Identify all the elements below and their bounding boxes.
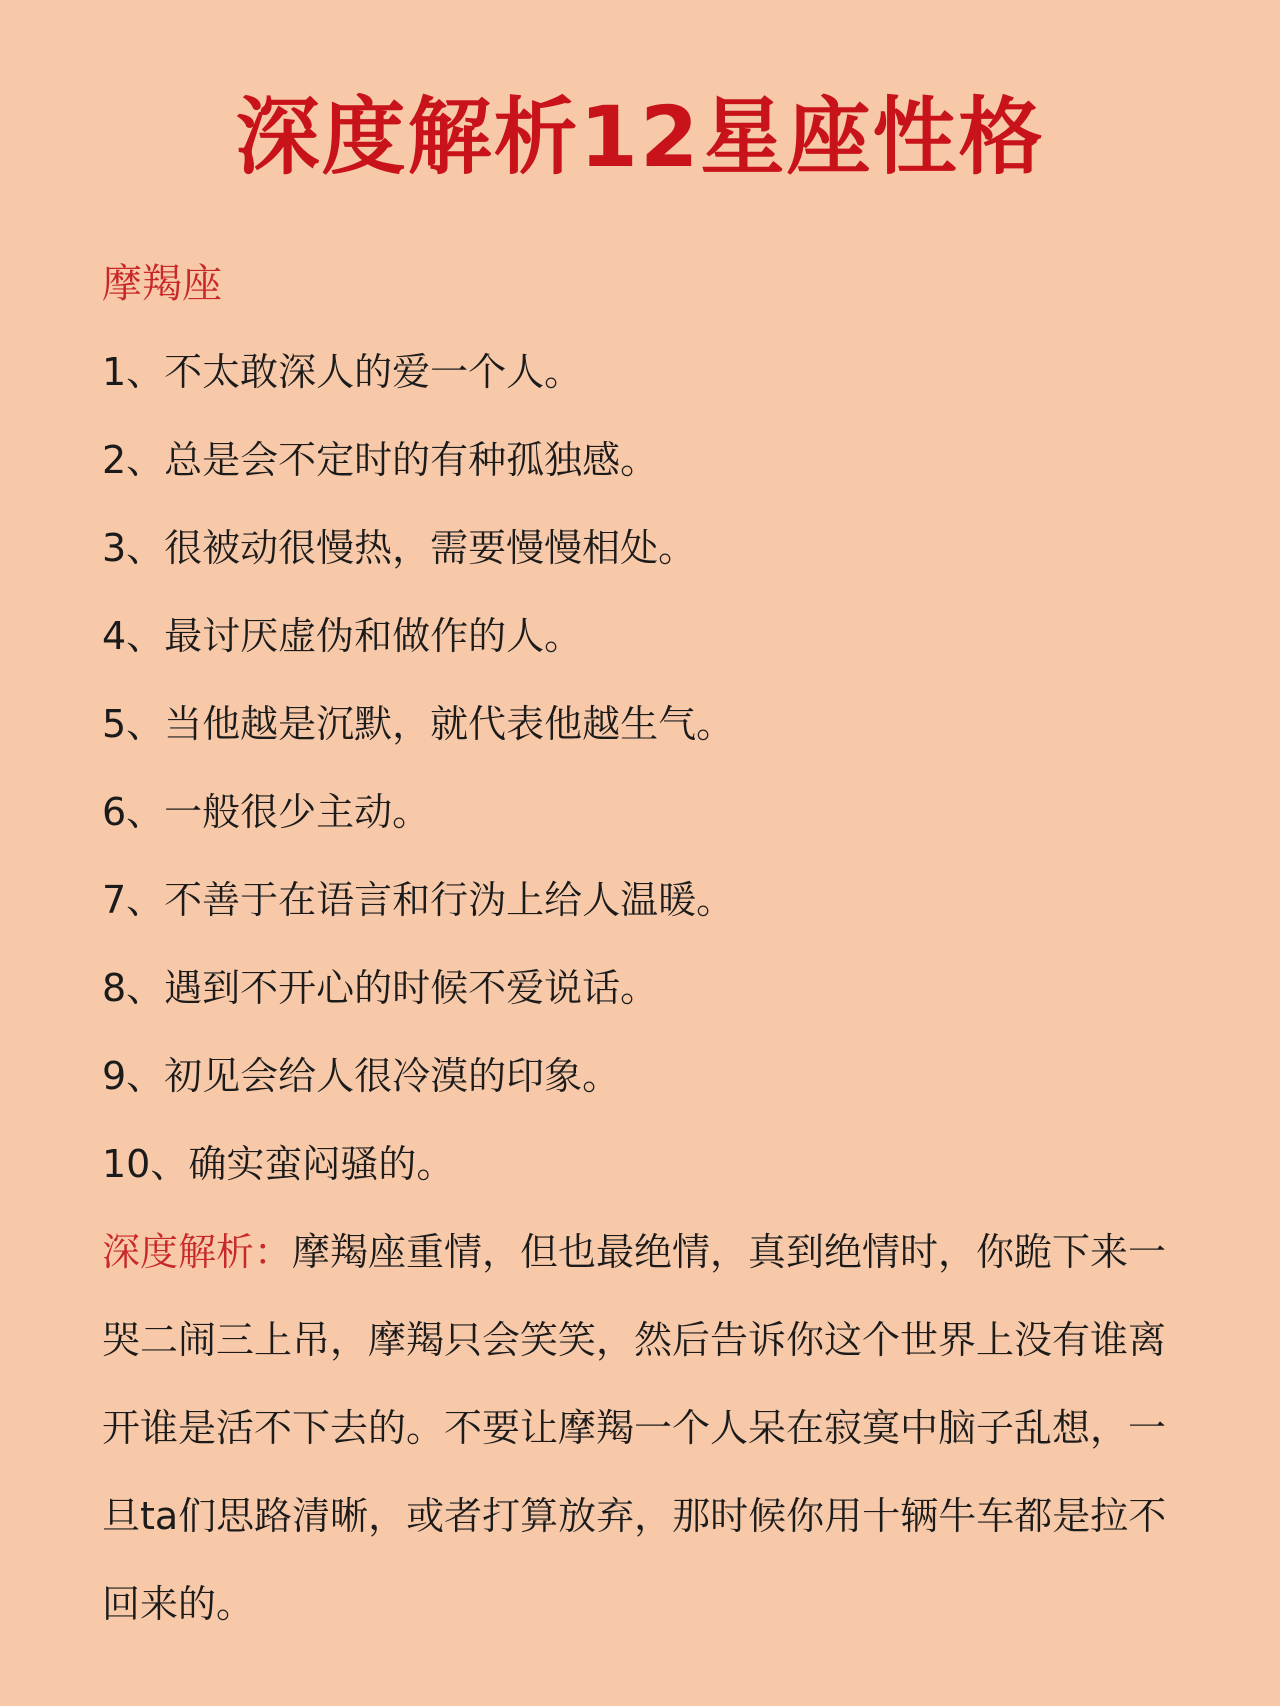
trait-item-8: 8、遇到不开心的时候不爱说话。 xyxy=(102,966,659,1010)
analysis-paragraph xyxy=(102,1208,1178,1648)
trait-item-3: 3、很被动很慢热，需要慢慢相处。 xyxy=(102,526,697,570)
page-title: 深度解析12星座性格 xyxy=(235,88,1045,186)
trait-item-5: 5、当他越是沉默，就代表他越生气。 xyxy=(102,702,735,746)
trait-list xyxy=(102,340,1202,1220)
analysis-text: 摩羯座重情，但也最绝情，真到绝情时，你跪下来一哭二闹三上吊，摩羯只会笑笑，然后告诉你这个世界上没有谁离开谁是活不下去的。不要让摩羯一个人呆在寂寞中脑子乱想，一旦ta们思路清晰，或者打算放弃，那时候你用十辆牛车都是拉不回来的。 xyxy=(102,1230,1167,1626)
section-heading-capricorn: 摩羯座 xyxy=(102,261,222,307)
trait-item-4: 4、最讨厌虚伪和做作的人。 xyxy=(102,614,583,658)
trait-item-7: 7、不善于在语言和行沩上给人温暖。 xyxy=(102,878,735,922)
trait-item-2: 2、总是会不定时的有种孤独感。 xyxy=(102,438,659,482)
trait-item-9: 9、初见会给人很冷漠的印象。 xyxy=(102,1054,621,1098)
trait-item-6: 6、一般很少主动。 xyxy=(102,790,431,834)
trait-item-1: 1、不太敢深人的爱一个人。 xyxy=(102,350,583,394)
trait-item-10: 10、确实蛮闷骚的。 xyxy=(102,1142,455,1186)
analysis-label: 深度解析： xyxy=(102,1230,293,1274)
